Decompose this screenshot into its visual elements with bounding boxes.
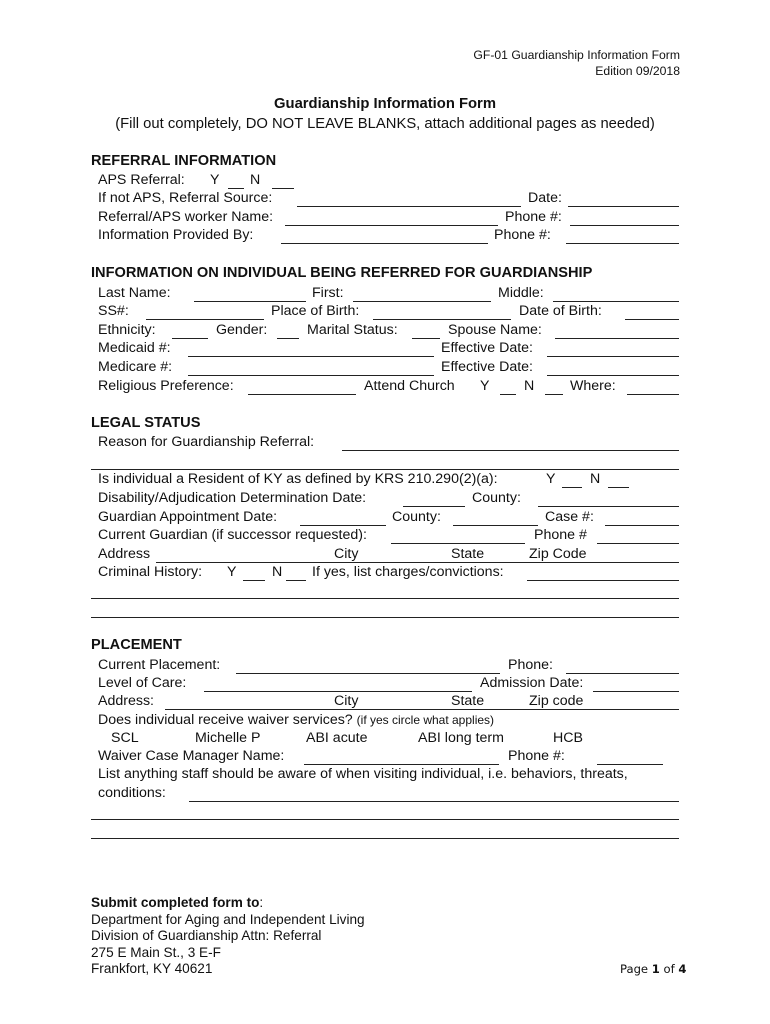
guardian-city-label: City: [334, 546, 359, 562]
current-placement-label: Current Placement:: [98, 657, 221, 673]
submit-colon: :: [259, 895, 264, 910]
address-line-3: 275 E Main St., 3 E-F: [91, 945, 221, 960]
referral-source-field[interactable]: [297, 206, 521, 207]
marital-status-label: Marital Status:: [307, 322, 398, 338]
where-label: Where:: [570, 378, 616, 394]
guardian-phone-label: Phone #: [534, 527, 587, 543]
submit-heading: [91, 894, 263, 912]
marital-status-field[interactable]: [412, 338, 440, 339]
conditions-field-extra-1[interactable]: [91, 819, 679, 820]
address-line-1: Department for Aging and Independent Living: [91, 912, 365, 927]
medicare-label: Medicare #:: [98, 359, 173, 375]
ssn-label: SS#:: [98, 303, 129, 319]
waiver-question-text: Does individual receive waiver services?: [98, 712, 353, 728]
disability-county-label: County:: [472, 490, 521, 506]
case-label: Case #:: [545, 509, 594, 525]
provided-by-field[interactable]: [281, 243, 488, 244]
resident-yes-label: Y: [546, 471, 556, 487]
page-word: Page: [620, 962, 652, 976]
medicare-field[interactable]: [188, 375, 434, 376]
criminal-no-label: N: [272, 564, 283, 580]
medicare-effective-field[interactable]: [547, 375, 679, 376]
case-manager-phone-label: Phone #:: [508, 748, 565, 764]
worker-phone-label: Phone #:: [505, 209, 562, 225]
placement-zip-label: Zip code: [529, 693, 584, 709]
charges-field-extra-1[interactable]: [91, 598, 679, 599]
waiver-option-michelle-p[interactable]: Michelle P: [195, 730, 261, 746]
medicare-effective-label: Effective Date:: [441, 359, 534, 375]
church-no-field[interactable]: [545, 394, 563, 395]
date-of-birth-field[interactable]: [625, 319, 679, 320]
guardian-phone-field[interactable]: [597, 543, 679, 544]
first-name-field[interactable]: [353, 301, 491, 302]
place-of-birth-label: Place of Birth:: [271, 303, 360, 319]
middle-name-label: Middle:: [498, 285, 544, 301]
religious-pref-label: Religious Preference:: [98, 378, 234, 394]
legal-heading: LEGAL STATUS: [91, 415, 201, 431]
disability-label: Disability/Adjudication Determination Date:: [98, 490, 367, 506]
religious-pref-field[interactable]: [248, 394, 356, 395]
criminal-history-label: Criminal History:: [98, 564, 203, 580]
admission-date-field[interactable]: [593, 691, 679, 692]
resident-yes-field[interactable]: [562, 487, 582, 488]
form-id: GF-01 Guardianship Information Form: [473, 48, 680, 62]
guardian-address-label: Address: [98, 546, 151, 562]
current-guardian-field[interactable]: [391, 543, 525, 544]
church-yes-label: Y: [480, 378, 490, 394]
gender-field[interactable]: [277, 338, 299, 339]
worker-phone-field[interactable]: [570, 225, 679, 226]
submit-label: Submit completed form to: [91, 895, 260, 910]
address-line-2: Division of Guardianship Attn: Referral: [91, 928, 322, 943]
disability-county-field[interactable]: [538, 506, 679, 507]
resident-label: Is individual a Resident of KY as defined by KRS 210.290(2)(a):: [98, 471, 498, 487]
conditions-field[interactable]: [189, 801, 679, 802]
reason-field[interactable]: [342, 450, 679, 451]
reason-label: Reason for Guardianship Referral:: [98, 434, 315, 450]
aps-referral-label: APS Referral:: [98, 172, 185, 188]
current-guardian-label: Current Guardian (if successor requested):: [98, 527, 367, 543]
waiver-option-scl[interactable]: SCL: [111, 730, 139, 746]
date-of-birth-label: Date of Birth:: [519, 303, 602, 319]
criminal-no-field[interactable]: [286, 580, 306, 581]
worker-name-label: Referral/APS worker Name:: [98, 209, 274, 225]
appointment-label: Guardian Appointment Date:: [98, 509, 278, 525]
charges-field[interactable]: [527, 580, 679, 581]
placement-city-label: City: [334, 693, 359, 709]
referral-source-label: If not APS, Referral Source:: [98, 190, 273, 206]
staff-aware-label: List anything staff should be aware of when visiting individual, i.e. behaviors, threats,: [98, 766, 628, 782]
medicaid-label: Medicaid #:: [98, 340, 171, 356]
criminal-yes-field[interactable]: [243, 580, 265, 581]
criminal-yes-label: Y: [227, 564, 237, 580]
conditions-label: conditions:: [98, 785, 166, 801]
ssn-field[interactable]: [146, 319, 264, 320]
first-name-label: First:: [312, 285, 344, 301]
placement-address-field[interactable]: [165, 709, 679, 710]
page-current: 1: [651, 962, 660, 976]
placement-address-label: Address:: [98, 693, 154, 709]
guardian-zip-label: Zip Code: [529, 546, 587, 562]
ethnicity-field[interactable]: [172, 338, 208, 339]
medicaid-effective-label: Effective Date:: [441, 340, 534, 356]
medicaid-field[interactable]: [188, 356, 434, 357]
page-title: Guardianship Information Form: [274, 96, 496, 112]
admission-date-label: Admission Date:: [480, 675, 584, 691]
aps-no-label: N: [250, 172, 261, 188]
gender-label: Gender:: [216, 322, 268, 338]
referral-date-label: Date:: [528, 190, 562, 206]
aps-yes-label: Y: [210, 172, 220, 188]
page-total: 4: [678, 962, 687, 976]
waiver-note: (if yes circle what applies): [356, 713, 495, 727]
medicaid-effective-field[interactable]: [547, 356, 679, 357]
spouse-name-label: Spouse Name:: [448, 322, 542, 338]
individual-heading: INFORMATION ON INDIVIDUAL BEING REFERRED FOR GUARDIANSHIP: [91, 265, 593, 281]
charges-label: If yes, list charges/convictions:: [312, 564, 504, 580]
provided-by-label: Information Provided By:: [98, 227, 254, 243]
charges-field-extra-2[interactable]: [91, 617, 679, 618]
church-no-label: N: [524, 378, 535, 394]
waiver-option-abi-long-term[interactable]: ABI long term: [418, 730, 504, 746]
address-line-4: Frankfort, KY 40621: [91, 961, 213, 976]
resident-no-field[interactable]: [608, 487, 629, 488]
placement-phone-label: Phone:: [508, 657, 553, 673]
provider-phone-field[interactable]: [566, 243, 679, 244]
resident-no-label: N: [590, 471, 601, 487]
case-field[interactable]: [605, 525, 679, 526]
appointment-county-label: County:: [392, 509, 441, 525]
page-number: [620, 960, 686, 978]
appointment-county-field[interactable]: [453, 525, 538, 526]
placement-heading: PLACEMENT: [91, 637, 182, 653]
case-manager-label: Waiver Case Manager Name:: [98, 748, 285, 764]
aps-no-field[interactable]: [272, 188, 294, 189]
referral-heading: REFERRAL INFORMATION: [91, 153, 277, 169]
current-placement-field[interactable]: [236, 673, 500, 674]
worker-name-field[interactable]: [285, 225, 498, 226]
disability-date-field[interactable]: [403, 506, 465, 507]
waiver-question: [98, 711, 494, 729]
edition: Edition 09/2018: [595, 64, 680, 78]
spouse-name-field[interactable]: [555, 338, 679, 339]
waiver-option-abi-acute[interactable]: ABI acute: [306, 730, 368, 746]
where-field[interactable]: [627, 394, 679, 395]
referral-date-field[interactable]: [568, 206, 679, 207]
guardian-state-label: State: [451, 546, 485, 562]
page-subtitle: (Fill out completely, DO NOT LEAVE BLANKS, attach additional pages as needed): [115, 116, 655, 132]
waiver-option-hcb[interactable]: HCB: [553, 730, 583, 746]
church-yes-field[interactable]: [500, 394, 516, 395]
ethnicity-label: Ethnicity:: [98, 322, 156, 338]
place-of-birth-field[interactable]: [373, 319, 511, 320]
page-of-word: of: [659, 962, 679, 976]
attend-church-label: Attend Church: [364, 378, 455, 394]
last-name-label: Last Name:: [98, 285, 171, 301]
level-of-care-label: Level of Care:: [98, 675, 187, 691]
placement-state-label: State: [451, 693, 485, 709]
provider-phone-label: Phone #:: [494, 227, 551, 243]
conditions-field-extra-2[interactable]: [91, 838, 679, 839]
